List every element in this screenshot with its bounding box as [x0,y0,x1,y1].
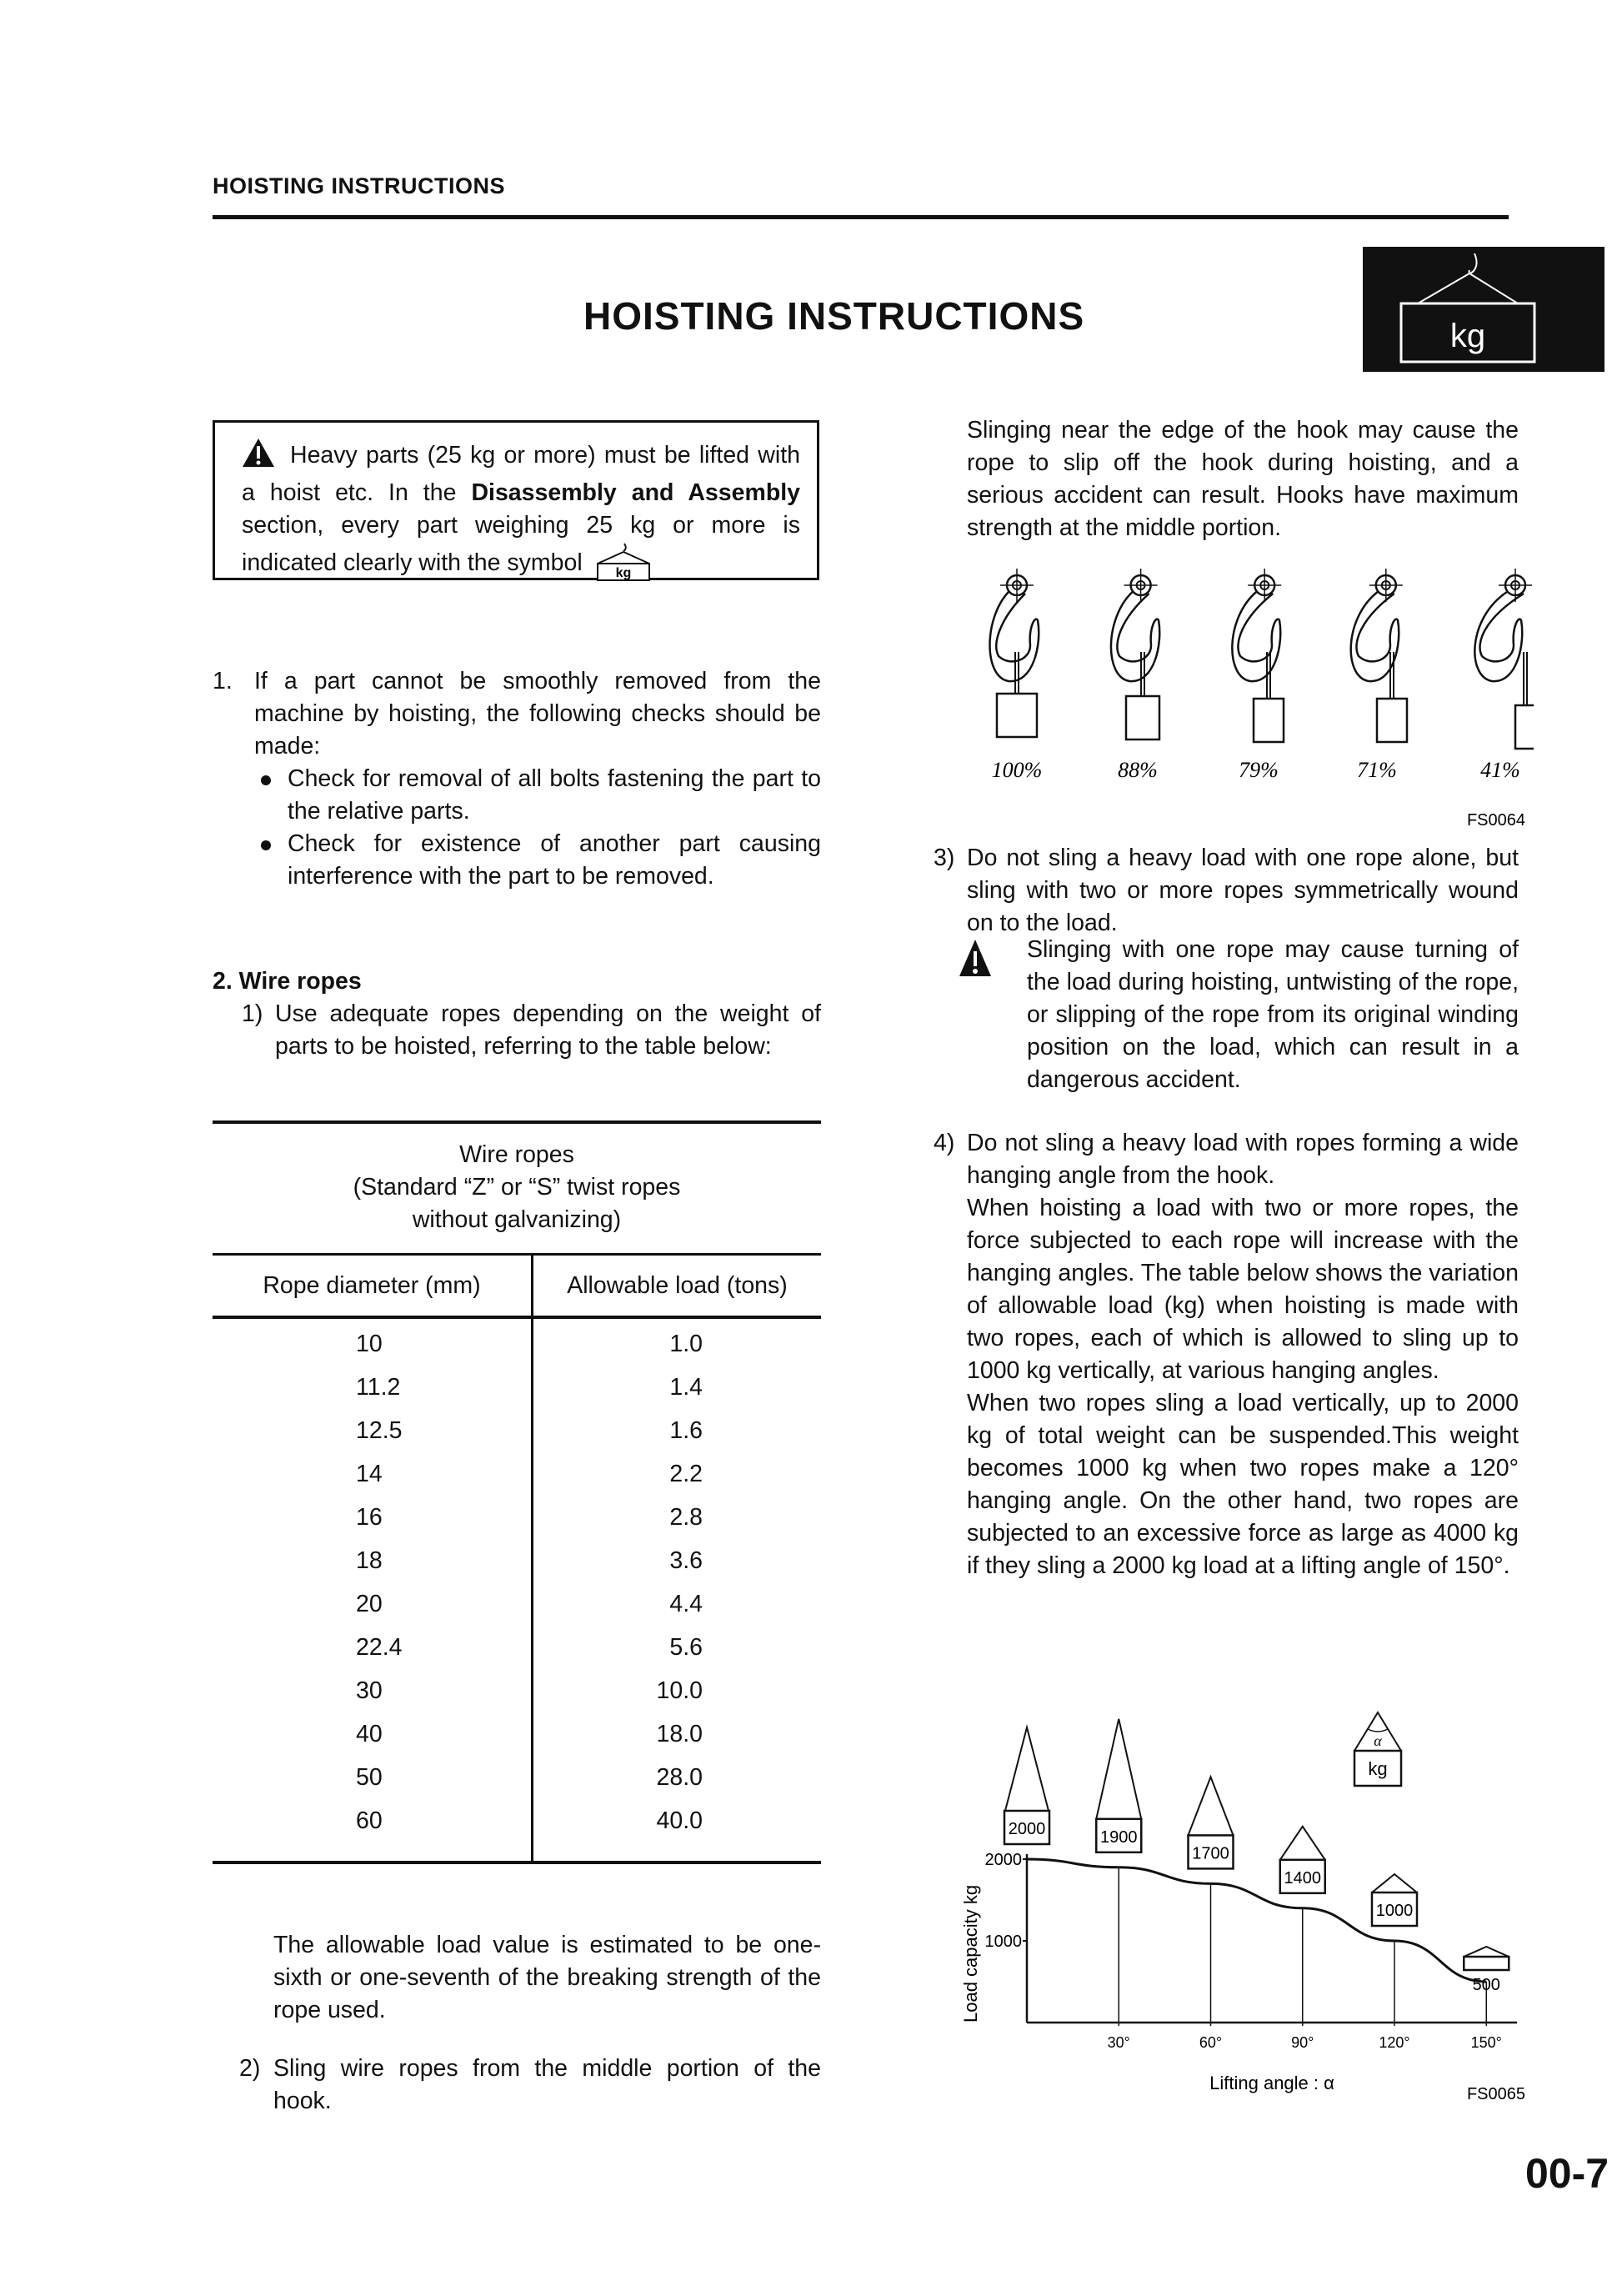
sling-ropes [1280,1827,1325,1860]
figure-id-fs0065: FS0065 [1466,2085,1525,2103]
sling-ropes [1189,1777,1234,1835]
load-value-label: 1700 [1192,1844,1229,1863]
warning-triangle-icon [242,438,275,477]
allowable-load-cell: 2.8 [669,1504,703,1531]
allowable-load-cell: 40.0 [656,1807,703,1834]
warning-text-part-2: section, every part weighing 25 kg or more is indicated clearly with the symbol [242,512,800,576]
hook-strength-figure [950,559,1534,838]
rope-diameter-cell: 16 [356,1504,383,1531]
load-symbol [1189,1777,1234,1868]
rope-diameter-cell: 14 [356,1461,383,1487]
allowable-load-note: The allowable load value is estimated to be one-sixth or one-seventh of the breaking strength of the rope used. [273,1932,821,2023]
x-tick-label: 60° [1199,2034,1223,2051]
x-tick-label: 150° [1470,2034,1502,2051]
allowable-load-cell: 1.4 [669,1374,703,1401]
figure-id-fs0064: FS0064 [1466,811,1525,830]
load-box [1464,1957,1509,1970]
rope-diameter-cell: 30 [356,1677,383,1704]
column-header: Rope diameter (mm) [263,1272,481,1299]
rope-diameter-cell: 20 [356,1591,383,1617]
load-symbol [1280,1827,1325,1893]
load-symbol [1004,1727,1049,1844]
x-tick-label: 120° [1379,2034,1410,2051]
allowable-load-cell: 3.6 [669,1547,703,1574]
item-4-text-c: When two ropes sling a load vertically, up to 2000 kg of total weight can be suspended.This weight becomes 1000 kg when two ropes make a 120° hanging angle. On the other hand, two ropes are subjected to an excessive force as large as 4000 kg if they sling a 2000 kg load at a lifting angle of 150°. [967,1390,1519,1579]
x-axis-label: Lifting angle : α [1209,2073,1334,2093]
allowable-load-cell: 10.0 [656,1677,703,1704]
section-1-bullet: Check for existence of another part causing interference with the part to be removed. [254,828,821,893]
hook-diagram [1351,569,1407,782]
rope-diameter-cell: 50 [356,1764,383,1791]
warning-text-part-1: Heavy parts (25 kg or more) must be lifted with a hoist etc. In the [242,442,800,506]
rope-diameter-cell: 40 [356,1721,383,1747]
column-rope-diameter [213,1256,533,1861]
load-value-label: 2000 [1008,1820,1046,1838]
rope-diameter-cell: 22.4 [356,1634,403,1661]
table-caption-line: without galvanizing) [412,1206,622,1233]
page-number: 00-7 [1525,2150,1609,2197]
section-1-text: If a part cannot be smoothly removed from the machine by hoisting, the following checks should be made: [254,668,821,759]
sling-ropes [1005,1727,1049,1811]
load-value-label: 500 [1472,1976,1500,1994]
section-1 [213,665,821,893]
load-symbol [1464,1947,1509,1994]
hook-diagram [1232,569,1284,782]
page-title: HOISTING INSTRUCTIONS [583,294,1085,338]
legend-angle-label: α [1374,1732,1382,1749]
item-1-number: 1) [242,1000,263,1027]
load-capacity-chart [950,1692,1534,2113]
allowable-load-cell: 1.0 [669,1331,703,1357]
hoist-kg-icon [1363,247,1604,372]
hook-diagram [1111,569,1159,782]
hook-strength-label: 79% [1239,758,1279,782]
rope-diameter-cell: 11.2 [356,1374,401,1401]
sling-ropes [1464,1947,1509,1957]
load-value-label: 1400 [1284,1868,1321,1887]
hook-strength-label: 41% [1480,758,1520,782]
table-body-rule [213,1316,821,1319]
item-2-text: Sling wire ropes from the middle portion of the hook. [273,2055,821,2114]
hook-strength-label: 88% [1118,758,1158,782]
x-tick-label: 30° [1107,2034,1130,2051]
item-4-number: 4) [934,1130,955,1156]
hook-diagram [1474,569,1534,782]
item-4-text-a: Do not sling a heavy load with ropes forming a wide hanging angle from the hook. [967,1130,1519,1189]
item-3-warning-icon [959,938,992,982]
y-tick-label: 1000 [984,1933,1022,1951]
rope-diameter-cell: 18 [356,1547,383,1574]
running-head: HOISTING INSTRUCTIONS [213,173,506,198]
hook-diagram [990,569,1043,782]
hook-strength-label: 100% [991,758,1043,782]
rope-diameter-cell: 60 [356,1807,383,1834]
load-symbol [1096,1719,1141,1852]
warning-box [213,420,819,580]
legend-kg-alpha-icon [1354,1712,1401,1786]
section-2-heading: 2. Wire ropes [213,968,362,995]
section-1-number: 1. [213,668,233,694]
sling-ropes [1096,1719,1141,1819]
allowable-load-cell: 18.0 [656,1721,703,1747]
sling-ropes [1372,1874,1417,1892]
tab-icon-label: kg [1449,318,1486,354]
hook-strength-label: 71% [1357,758,1397,782]
section-2-item-1 [242,998,821,1063]
item-3-text: Do not sling a heavy load with one rope alone, but sling with two or more ropes symmetrically wound on to the load. [967,845,1519,936]
allowable-load-cell: 5.6 [669,1634,703,1661]
item-3-warning-text: Slinging with one rope may cause turning of the load during hoisting, untwisting of the rope, or slipping of the rope from its original winding position on the load, which can result in a dangerous accident. [1027,936,1519,1093]
load-symbol [1372,1874,1417,1926]
header-rule [213,215,1509,219]
section-2-item-2 [239,2053,821,2118]
y-tick-label: 2000 [984,1851,1022,1869]
column-header: Allowable load (tons) [567,1272,788,1299]
rope-diameter-cell: 10 [356,1331,383,1357]
table-caption [213,1124,821,1253]
item-1-text: Use adequate ropes depending on the weight of parts to be hoisted, referring to the table below: [275,1000,821,1060]
right-item-4 [934,1127,1519,1582]
table-bottom-rule [213,1861,821,1864]
load-value-label: 1900 [1100,1827,1138,1847]
allowable-load-cell: 28.0 [656,1764,703,1791]
warning-text-bold: Disassembly and Assembly [471,479,800,506]
rope-diameter-cell: 12.5 [356,1417,403,1444]
table-grid [213,1256,821,1861]
allowable-load-cell: 4.4 [669,1591,703,1617]
x-tick-label: 90° [1291,2034,1314,2051]
table-caption-line: Wire ropes [459,1141,574,1168]
kg-symbol-icon [594,542,653,591]
item-2-number: 2) [239,2055,261,2082]
item-3-number: 3) [934,845,955,871]
right-item-3 [934,842,1519,940]
load-value-label: 1000 [1375,1902,1414,1920]
warning-text [242,438,800,591]
allowable-load-cell: 1.6 [669,1417,703,1444]
hook-intro-text: Slinging near the edge of the hook may cause the rope to slip off the hook during hoisting, and a serious accident can result. Hooks have maximum strength at the middle portion. [967,417,1519,541]
wire-rope-table [213,1120,821,1864]
allowable-load-cell: 2.2 [669,1461,703,1487]
item-4-text-b: When hoisting a load with two or more ropes, the force subjected to each rope will increase with the hanging angles. The table below shows the variation of allowable load (kg) when hoisting is made with two ropes, each of which is allowed to sling up to 1000 kg vertically, at various hanging angles. [967,1195,1519,1384]
section-1-bullet: Check for removal of all bolts fastening the part to the relative parts. [254,763,821,828]
y-axis-label: Load capacity kg [960,1884,981,2023]
legend-kg-label: kg [1368,1758,1388,1779]
table-caption-line: (Standard “Z” or “S” twist ropes [353,1174,681,1201]
column-allowable-load [533,1256,821,1861]
kg-symbol-label: kg [615,566,631,580]
